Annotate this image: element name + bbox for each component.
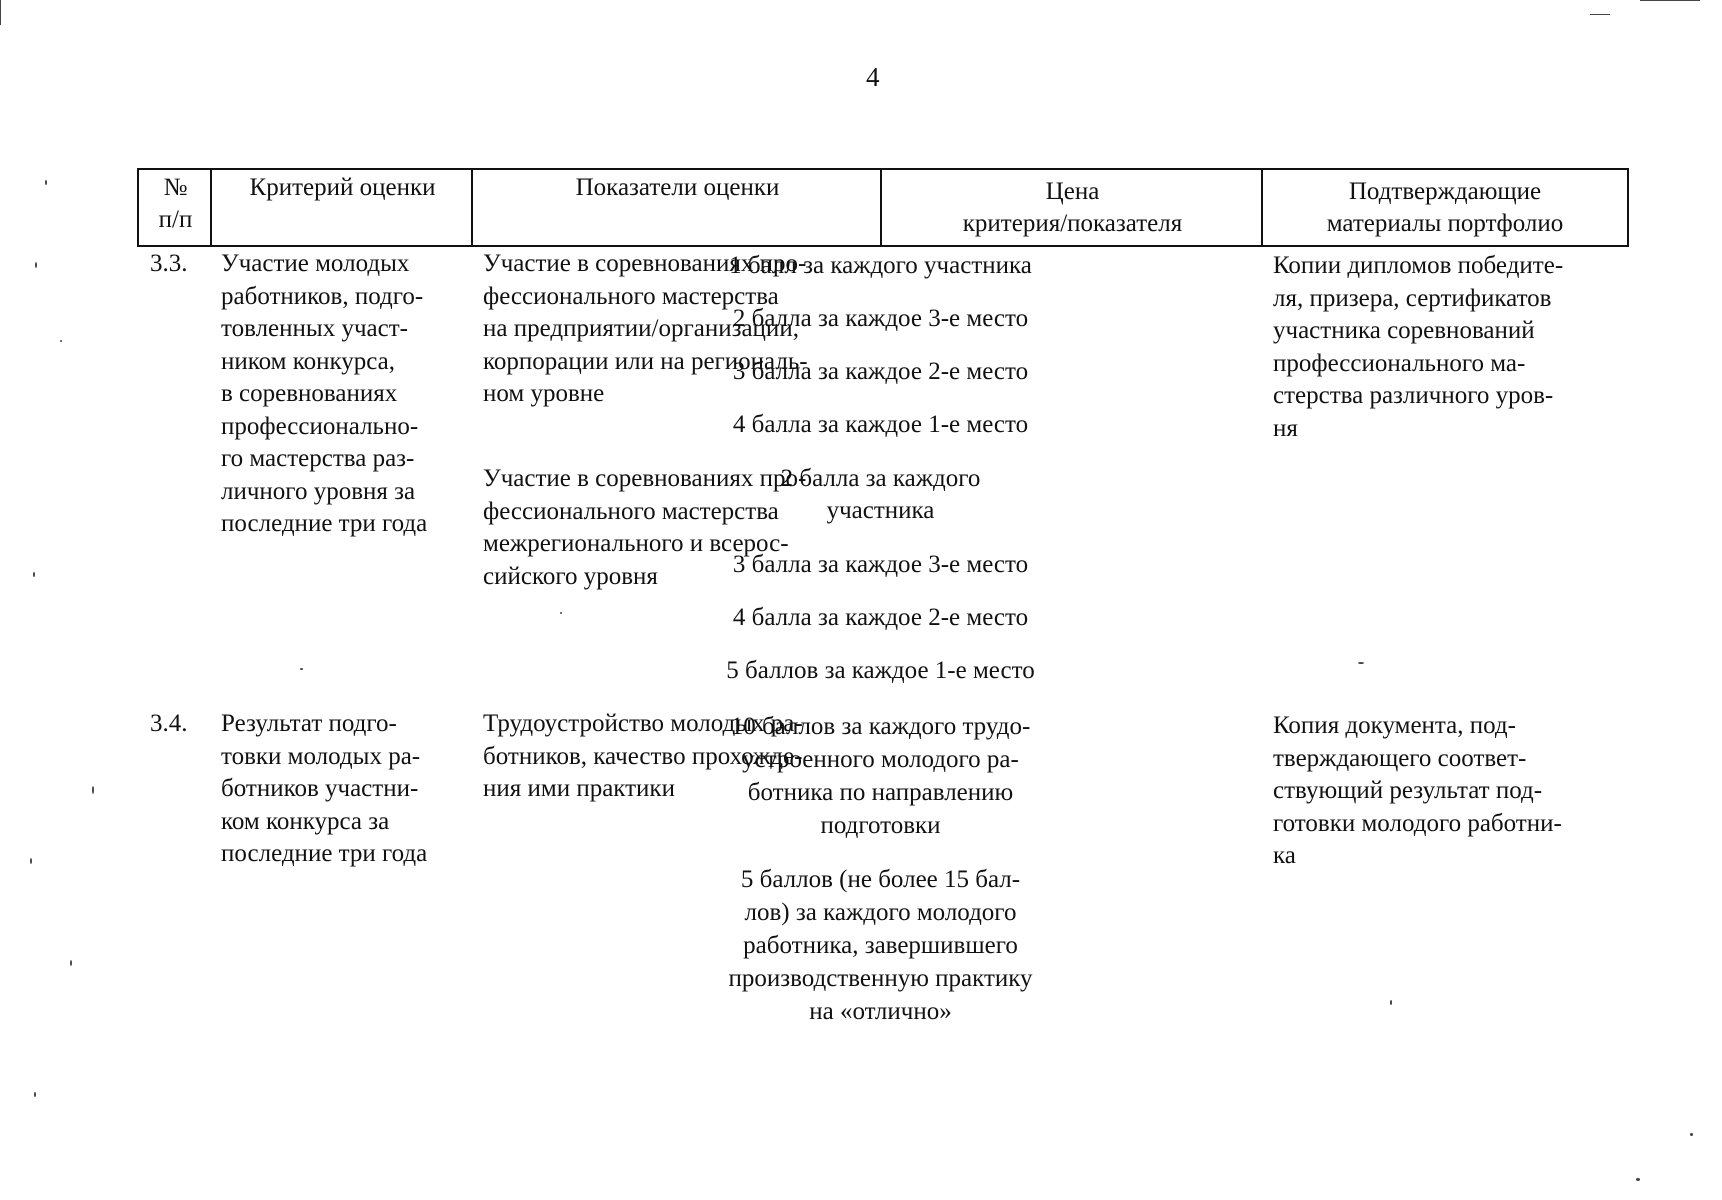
row-number: 3.3.: [150, 250, 188, 277]
materials-text: Копии дипломов победите- ля, призера, сертификатов участника соревнований профессионального ма- стерства различного уров- ня: [1273, 252, 1564, 442]
header-materials: Подтверждающие материалы портфолио: [1326, 178, 1564, 237]
price-item: 3 балла за каждое 3-е место: [732, 551, 1029, 578]
materials-text: Копия документа, под- тверждающего соответ- ствующий результат под- готовки молодого работни- ка: [1273, 712, 1562, 869]
price-item: 2 балла за каждого участника: [780, 465, 981, 524]
header-criterion: Критерий оценки: [249, 174, 436, 201]
table-header: [137, 168, 1629, 247]
criterion-text: Результат подго- товки молодых ра- ботников участни- ком конкурса за последние три года: [221, 710, 428, 867]
page-number: 4: [866, 62, 880, 92]
header-num: № п/п: [158, 174, 193, 233]
criterion-text: Участие молодых работников, подго- товленных участ- ником конкурса, в соревнованиях профессионально- го мастерства раз- личного уровня за последние три года: [221, 250, 428, 537]
price-item: 2 балла за каждое 3-е место: [732, 305, 1029, 332]
indicator-text: Участие в соревнованиях про- фессионального мастерства межрегионального и всерос- сийского уровня: [483, 465, 807, 590]
price-item: 5 баллов (не более 15 бал- лов) за каждого молодого работника, завершившего производственную практику на «отлично»: [728, 866, 1033, 1025]
indicator-text: Участие в соревнованиях про- фессионального мастерства на предприятии/организации, корпорации или на региональ- ном уровне: [483, 250, 808, 407]
price-item: 5 баллов за каждое 1-е место: [726, 657, 1035, 684]
price-item: 1 балл за каждого участника: [729, 252, 1032, 279]
header-indicators: Показатели оценки: [575, 174, 780, 201]
price-item: 10 баллов за каждого трудо- устроенного молодого ра- ботника по направлению подготовки: [730, 713, 1031, 839]
price-item: 3 балла за каждое 2-е место: [732, 358, 1029, 385]
indicator-text: Трудоустройство молодых ра- ботников, качество прохожде- ния ими практики: [483, 710, 803, 802]
price-item: 4 балла за каждое 2-е место: [732, 604, 1029, 631]
price-item: 4 балла за каждое 1-е место: [732, 411, 1029, 438]
row-number: 3.4.: [150, 710, 188, 737]
header-price: Цена критерия/показателя: [962, 178, 1183, 237]
